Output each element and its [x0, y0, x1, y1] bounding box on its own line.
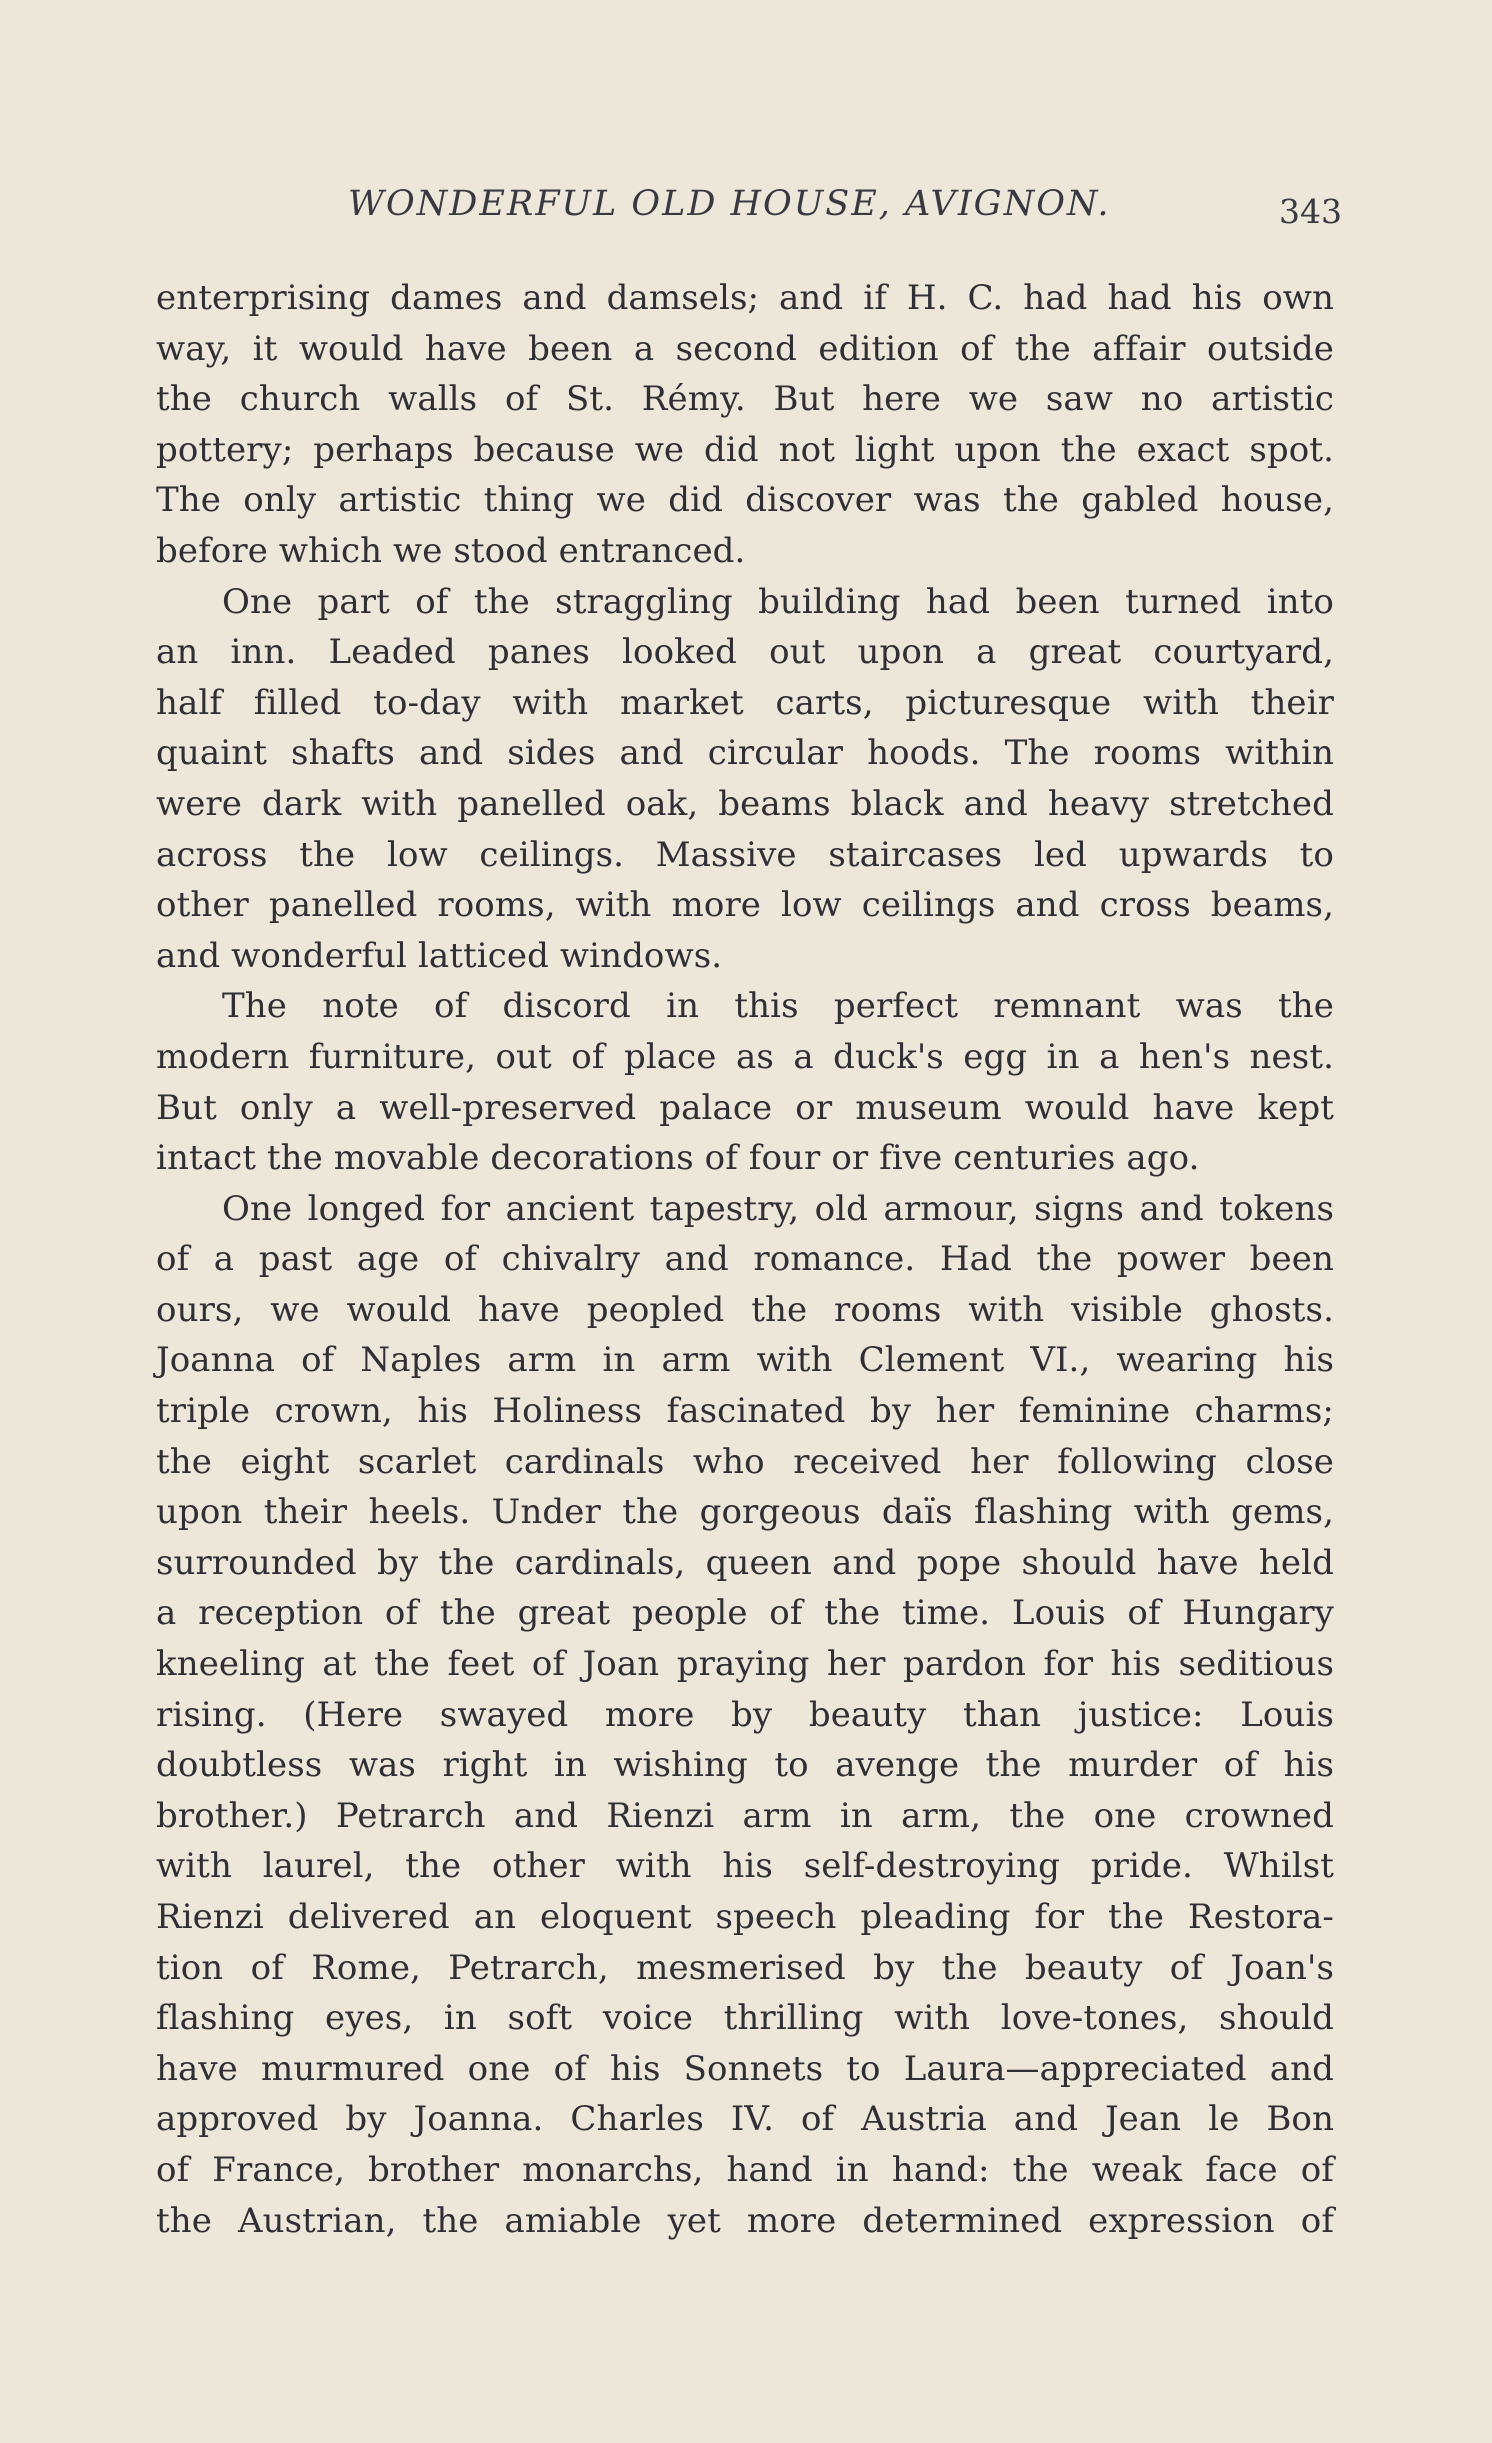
text-line: pottery; perhaps because we did not light upon the exact spot.: [156, 429, 1334, 470]
page-number: 343: [1279, 192, 1342, 231]
text-line: surrounded by the cardinals, queen and pope should have held: [156, 1542, 1334, 1583]
text-line: across the low ceilings. Massive staircases led upwards to: [156, 834, 1334, 875]
text-line: have murmured one of his Sonnets to Laura—appreciated and: [156, 2048, 1334, 2089]
text-line: other panelled rooms, with more low ceilings and cross beams,: [156, 885, 1334, 926]
text-line: kneeling at the feet of Joan praying her pardon for his seditious: [156, 1644, 1334, 1685]
text-line: One part of the straggling building had been turned into: [222, 581, 1334, 622]
text-line: approved by Joanna. Charles IV. of Austria and Jean le Bon: [156, 2099, 1334, 2140]
text-line: upon their heels. Under the gorgeous daïs flashing with gems,: [156, 1492, 1334, 1533]
text-line: of France, brother monarchs, hand in hand: the weak face of: [156, 2149, 1334, 2190]
text-line: before which we stood entranced.: [156, 530, 746, 571]
text-line: One longed for ancient tapestry, old armour, signs and tokens: [222, 1188, 1334, 1229]
text-line: flashing eyes, in soft voice thrilling with love-tones, should: [156, 1998, 1334, 2039]
text-line: ours, we would have peopled the rooms with visible ghosts.: [156, 1289, 1334, 1330]
text-line: with laurel, the other with his self-destroying pride. Whilst: [156, 1846, 1334, 1887]
paragraph: [156, 1184, 1334, 2246]
text-line: Joanna of Naples arm in arm with Clement VI., wearing his: [156, 1340, 1334, 1381]
text-line: The only artistic thing we did discover was the gabled house,: [156, 480, 1334, 521]
running-head: WONDERFUL OLD HOUSE, AVIGNON.: [348, 184, 1111, 224]
text-line: the eight scarlet cardinals who received her following close: [156, 1441, 1334, 1482]
text-line: tion of Rome, Petrarch, mesmerised by the beauty of Joan's: [156, 1947, 1334, 1988]
text-line: and wonderful latticed windows.: [156, 935, 723, 976]
text-line: intact the movable decorations of four or five centuries ago.: [156, 1138, 1200, 1179]
text-line: triple crown, his Holiness fascinated by her feminine charms;: [156, 1391, 1334, 1432]
body-text: [156, 273, 1334, 2246]
paragraph: [156, 981, 1334, 1183]
text-line: were dark with panelled oak, beams black and heavy stretched: [156, 783, 1334, 824]
text-line: doubtless was right in wishing to avenge the murder of his: [156, 1745, 1334, 1786]
text-line: But only a well-preserved palace or museum would have kept: [156, 1087, 1334, 1128]
paragraph: [156, 577, 1334, 982]
text-line: the church walls of St. Rémy. But here we saw no artistic: [156, 379, 1334, 420]
text-line: enterprising dames and damsels; and if H. C. had had his own: [156, 278, 1334, 318]
text-line: half filled to-day with market carts, picturesque with their: [156, 682, 1334, 723]
text-line: modern furniture, out of place as a duck's egg in a hen's nest.: [156, 1036, 1334, 1077]
text-line: a reception of the great people of the time. Louis of Hungary: [156, 1593, 1334, 1634]
paragraph: [156, 273, 1334, 577]
text-line: Rienzi delivered an eloquent speech pleading for the Restora-: [156, 1897, 1334, 1937]
text-line: rising. (Here swayed more by beauty than justice: Louis: [156, 1694, 1334, 1735]
text-line: an inn. Leaded panes looked out upon a great courtyard,: [156, 632, 1334, 673]
text-line: the Austrian, the amiable yet more determined expression of: [156, 2200, 1334, 2241]
text-line: brother.) Petrarch and Rienzi arm in arm, the one crowned: [156, 1795, 1334, 1836]
text-line: quaint shafts and sides and circular hoods. The rooms within: [156, 733, 1334, 774]
text-line: of a past age of chivalry and romance. Had the power been: [156, 1239, 1334, 1280]
text-line: way, it would have been a second edition of the affair outside: [156, 328, 1334, 369]
text-line: The note of discord in this perfect remnant was the: [222, 986, 1334, 1027]
